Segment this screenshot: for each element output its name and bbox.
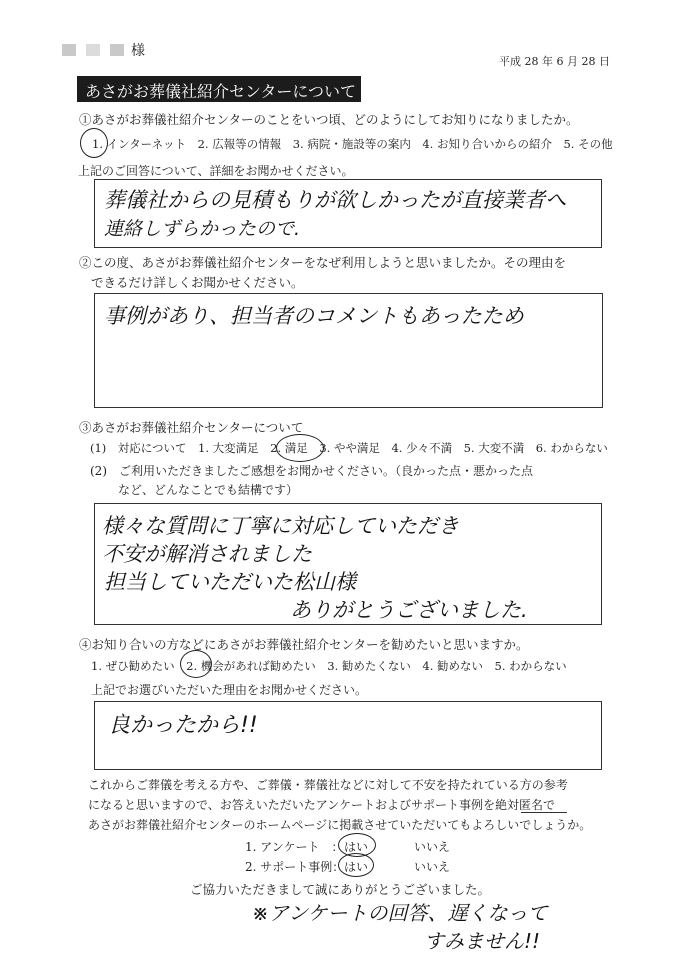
anonymous-underline — [521, 812, 567, 813]
consent-item2-yes: はい — [344, 860, 369, 874]
page-title: あさがお葬儀社紹介センターについて — [85, 82, 357, 101]
q3-answer-line4: ありがとうございました. — [290, 598, 528, 622]
note-line1: ※アンケートの回答、遅くなって — [252, 901, 548, 925]
note-line2: すみません!! — [424, 929, 541, 953]
q3-answer-line2: 不安が解消されました — [102, 542, 312, 566]
q1-answer-line1: 葬儀社からの見積もりが欲しかったが直接業者へ — [104, 188, 566, 212]
q4-question: ④お知り合いの方などにあさがお葬儀社紹介センターを勧めたいと思いますか。 — [79, 637, 529, 652]
thanks-message: ご協力いただきまして誠にありがとうございました。 — [190, 882, 491, 897]
q1-question: ①あさがお葬儀社紹介センターのことをいつ頃、どのようにしてお知りになりましたか。 — [79, 112, 579, 127]
consent-item1-yes: はい — [344, 840, 369, 854]
consent-line3: あさがお葬儀社紹介センターのホームページに掲載させていただいてもよろしいでしょうか。 — [88, 818, 592, 832]
q4-selected-circle — [180, 650, 212, 678]
q3-sub2-line2: など、どんなことでも結構です） — [118, 483, 299, 497]
date: 平成 28 年 6 月 28 日 — [499, 55, 610, 68]
q3-answer-line1: 様々な質問に丁寧に対応していただき — [102, 514, 459, 538]
name-suffix: 様 — [131, 43, 145, 59]
q3-sub2-line1: (2) ご利用いただきましたご感想をお聞かせください。（良かった点・悪かった点 — [90, 464, 534, 478]
consent-item2-no: いいえ — [414, 860, 451, 874]
q2-answer: 事例があり、担当者のコメントもあったため — [104, 304, 524, 328]
q1-answer-line2: 連絡しずらかったので. — [104, 218, 301, 240]
consent-item2-label: 2. サポート事例： — [245, 860, 345, 874]
q4-detail-prompt: 上記でお選びいただいた理由をお聞かせください。 — [91, 683, 368, 697]
consent-item2-circle — [338, 853, 374, 877]
consent-item1-no: いいえ — [414, 840, 451, 854]
q4-options: 1. ぜひ勧めたい 2. 機会があれば勧めたい 3. 勧めたくない 4. 勧めない 5. わからない — [91, 659, 567, 673]
redacted-name — [62, 44, 76, 56]
q4-answer: 良かったから!! — [108, 713, 258, 738]
redacted-name — [86, 44, 100, 56]
q3-sub1: (1) 対応について 1. 大変満足 2. 満足 3. やや満足 4. 少々不満 5. 大変不満 6. わからない — [90, 441, 608, 455]
consent-line2: になると思いますので、お答えいただいたアンケートおよびサポート事例を絶対匿名で — [88, 798, 556, 812]
q1-options: 1. インターネット 2. 広報等の情報 3. 病院・施設等の案内 4. お知り合いからの紹介 5. その他 — [92, 137, 613, 151]
q3-answer-line3: 担当していただいた松山様 — [104, 570, 356, 594]
q3-selected-circle — [276, 434, 324, 462]
title-bar — [77, 76, 361, 102]
q3-question: ③あさがお葬儀社紹介センターについて — [79, 420, 304, 435]
q1-selected-circle — [80, 128, 108, 158]
consent-line1: これからご葬儀を考える方や、ご葬儀・葬儀社などに対して不安を持たれている方の参考 — [88, 778, 568, 792]
q2-question-line2: できるだけ詳しくお聞かせください。 — [91, 275, 304, 290]
consent-item1-label: 1. アンケート ： — [245, 840, 344, 854]
redacted-name — [110, 44, 124, 56]
q2-question-line1: ②この度、あさがお葬儀社紹介センターをなぜ利用しようと思いましたか。その理由を — [79, 255, 567, 270]
q1-detail-prompt: 上記のご回答について、詳細をお聞かせください。 — [78, 164, 354, 178]
